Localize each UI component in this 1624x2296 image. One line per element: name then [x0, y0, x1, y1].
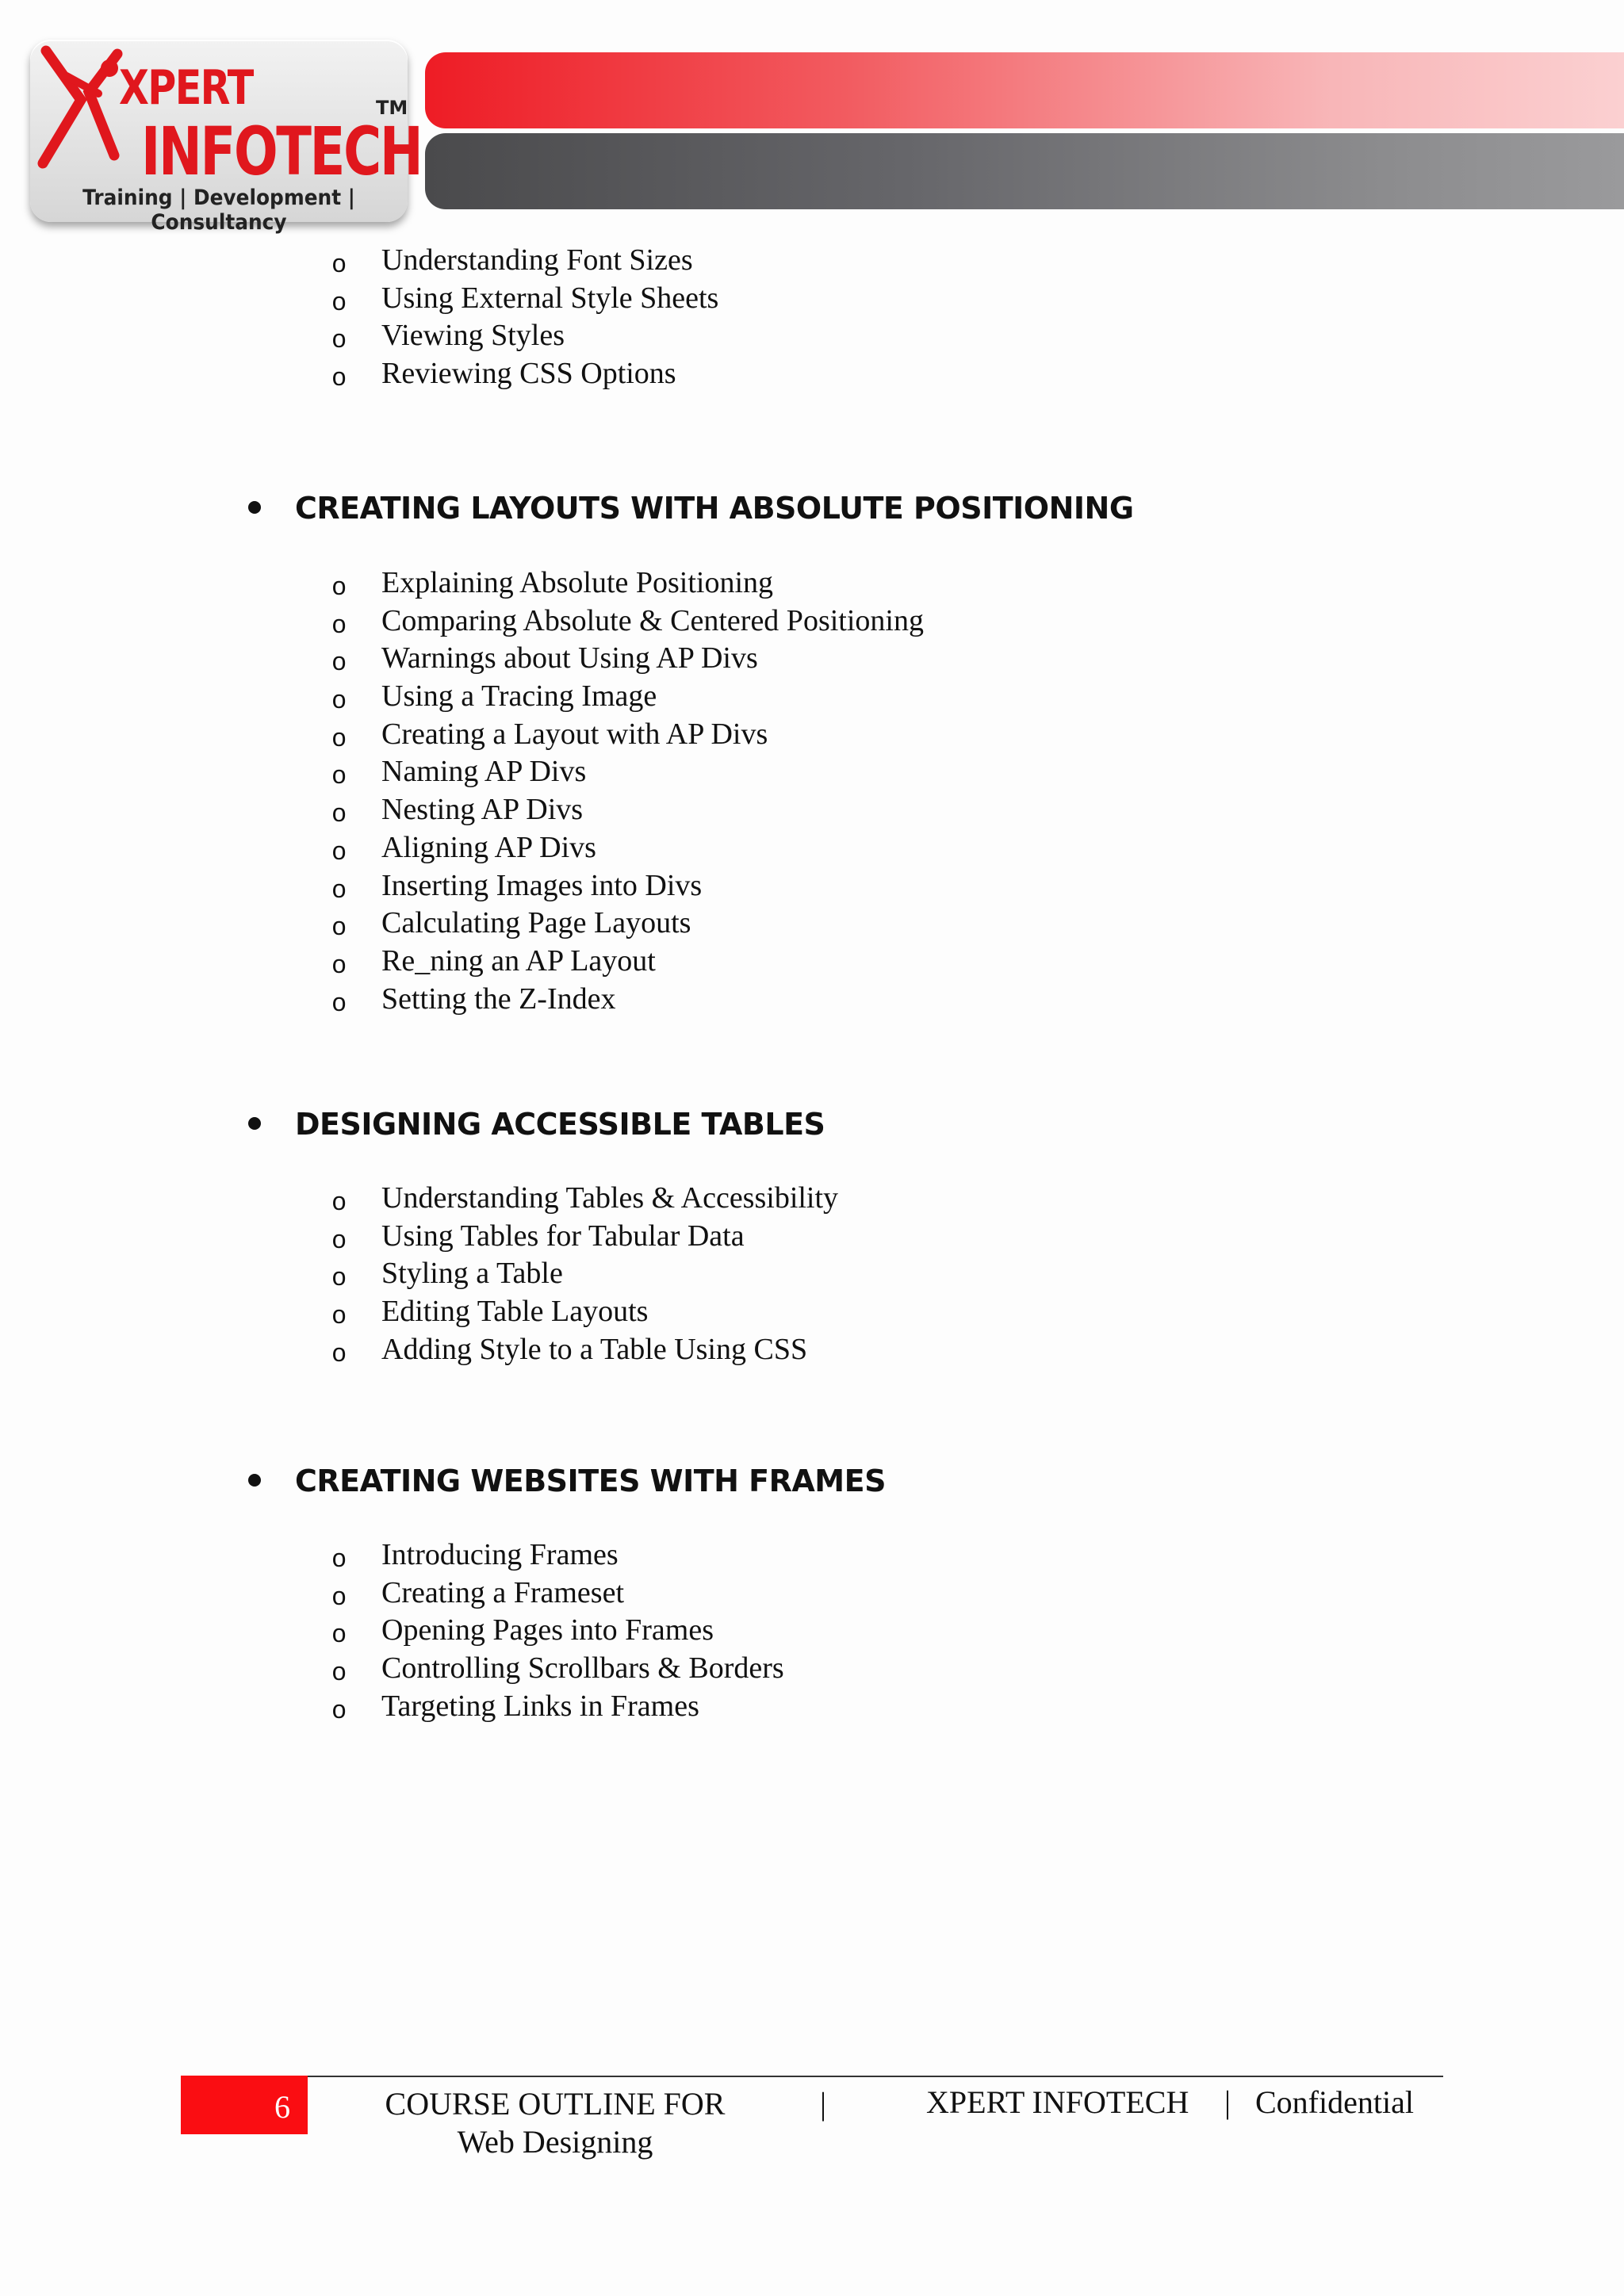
header-red-bar [425, 52, 1624, 128]
bullet-icon [248, 501, 261, 514]
list-item: o Controlling Scrollbars & Borders [0, 1653, 1624, 1691]
list-item: o Styling a Table [0, 1258, 1624, 1296]
list-item: o Creating a Frameset [0, 1578, 1624, 1616]
list-item: o Explaining Absolute Positioning [0, 568, 1624, 606]
circle-bullet-icon: o [331, 724, 347, 754]
list-item: o Opening Pages into Frames [0, 1615, 1624, 1653]
header-gray-bar [425, 133, 1624, 209]
section-heading-absolute-positioning: CREATING LAYOUTS WITH ABSOLUTE POSITIONING [0, 488, 1624, 528]
circle-bullet-icon: o [331, 989, 347, 1019]
circle-bullet-icon: o [331, 610, 347, 641]
footer-course-line1: COURSE OUTLINE FOR [385, 2086, 726, 2122]
list-item: o Calculating Page Layouts [0, 908, 1624, 946]
footer-brand: XPERT INFOTECH [926, 2084, 1189, 2120]
page-number: 6 [181, 2076, 308, 2134]
list-item: o Naming AP Divs [0, 756, 1624, 794]
footer-confidential: Confidential [1255, 2084, 1414, 2120]
circle-bullet-icon: o [331, 573, 347, 603]
list-item: o Aligning AP Divs [0, 832, 1624, 871]
circle-bullet-icon: o [331, 875, 347, 905]
logo-text-xpert: XPERT [119, 60, 253, 116]
section-heading-accessible-tables: DESIGNING ACCESSIBLE TABLES [0, 1104, 1624, 1144]
list-item: o Targeting Links in Frames [0, 1691, 1624, 1729]
circle-bullet-icon: o [331, 1545, 347, 1575]
list-item: o Using External Style Sheets [0, 283, 1624, 321]
circle-bullet-icon: o [331, 1188, 347, 1218]
circle-bullet-icon: o [331, 951, 347, 981]
list-item: o Inserting Images into Divs [0, 871, 1624, 909]
circle-bullet-icon: o [331, 326, 347, 356]
bullet-icon [248, 1117, 261, 1130]
footer-course-line2: Web Designing [457, 2124, 653, 2160]
list-item: o Comparing Absolute & Centered Positioning [0, 606, 1624, 644]
circle-bullet-icon: o [331, 1582, 347, 1613]
list-item: o Editing Table Layouts [0, 1296, 1624, 1334]
list-item: o Viewing Styles [0, 320, 1624, 358]
list-item: o Reviewing CSS Options [0, 358, 1624, 396]
list-item: o Introducing Frames [0, 1540, 1624, 1578]
footer-course-title [349, 2085, 761, 2161]
circle-bullet-icon: o [331, 913, 347, 943]
list-item: o Nesting AP Divs [0, 794, 1624, 832]
logo-text-infotech: INFOTECH [141, 113, 422, 190]
section-list-frames [0, 1540, 1624, 1728]
circle-bullet-icon: o [331, 1659, 347, 1689]
section-heading-frames: CREATING WEBSITES WITH FRAMES [0, 1461, 1624, 1501]
section-list-absolute-positioning [0, 568, 1624, 1021]
footer-rule [181, 2076, 1443, 2077]
running-man-logo-icon [35, 44, 130, 171]
list-item: o Using a Tracing Image [0, 681, 1624, 719]
list-item: o Understanding Font Sizes [0, 245, 1624, 283]
footer-separator: | [820, 2086, 827, 2122]
circle-bullet-icon: o [331, 649, 347, 679]
circle-bullet-icon: o [331, 288, 347, 318]
intro-list [0, 245, 1624, 396]
circle-bullet-icon: o [331, 1264, 347, 1294]
list-item: o Creating a Layout with AP Divs [0, 719, 1624, 757]
circle-bullet-icon: o [331, 1696, 347, 1726]
circle-bullet-icon: o [331, 251, 347, 280]
list-item: o Understanding Tables & Accessibility [0, 1183, 1624, 1221]
circle-bullet-icon: o [331, 1226, 347, 1256]
circle-bullet-icon: o [331, 1621, 347, 1651]
trademark-symbol: TM [376, 97, 408, 119]
footer-separator: | [1224, 2084, 1231, 2120]
circle-bullet-icon: o [331, 1302, 347, 1332]
list-item: o Setting the Z-Index [0, 984, 1624, 1022]
list-item: o Adding Style to a Table Using CSS [0, 1334, 1624, 1372]
logo-tagline: Training | Development | Consultancy [82, 186, 355, 235]
circle-bullet-icon: o [331, 762, 347, 792]
circle-bullet-icon: o [331, 800, 347, 830]
circle-bullet-icon: o [331, 364, 347, 394]
section-list-accessible-tables [0, 1183, 1624, 1372]
list-item: o Re_ning an AP Layout [0, 946, 1624, 984]
company-logo [30, 40, 422, 235]
circle-bullet-icon: o [331, 837, 347, 867]
circle-bullet-icon: o [331, 1339, 347, 1369]
bullet-icon [248, 1474, 261, 1487]
list-item: o Warnings about Using AP Divs [0, 643, 1624, 681]
circle-bullet-icon: o [331, 687, 347, 717]
list-item: o Using Tables for Tabular Data [0, 1221, 1624, 1259]
